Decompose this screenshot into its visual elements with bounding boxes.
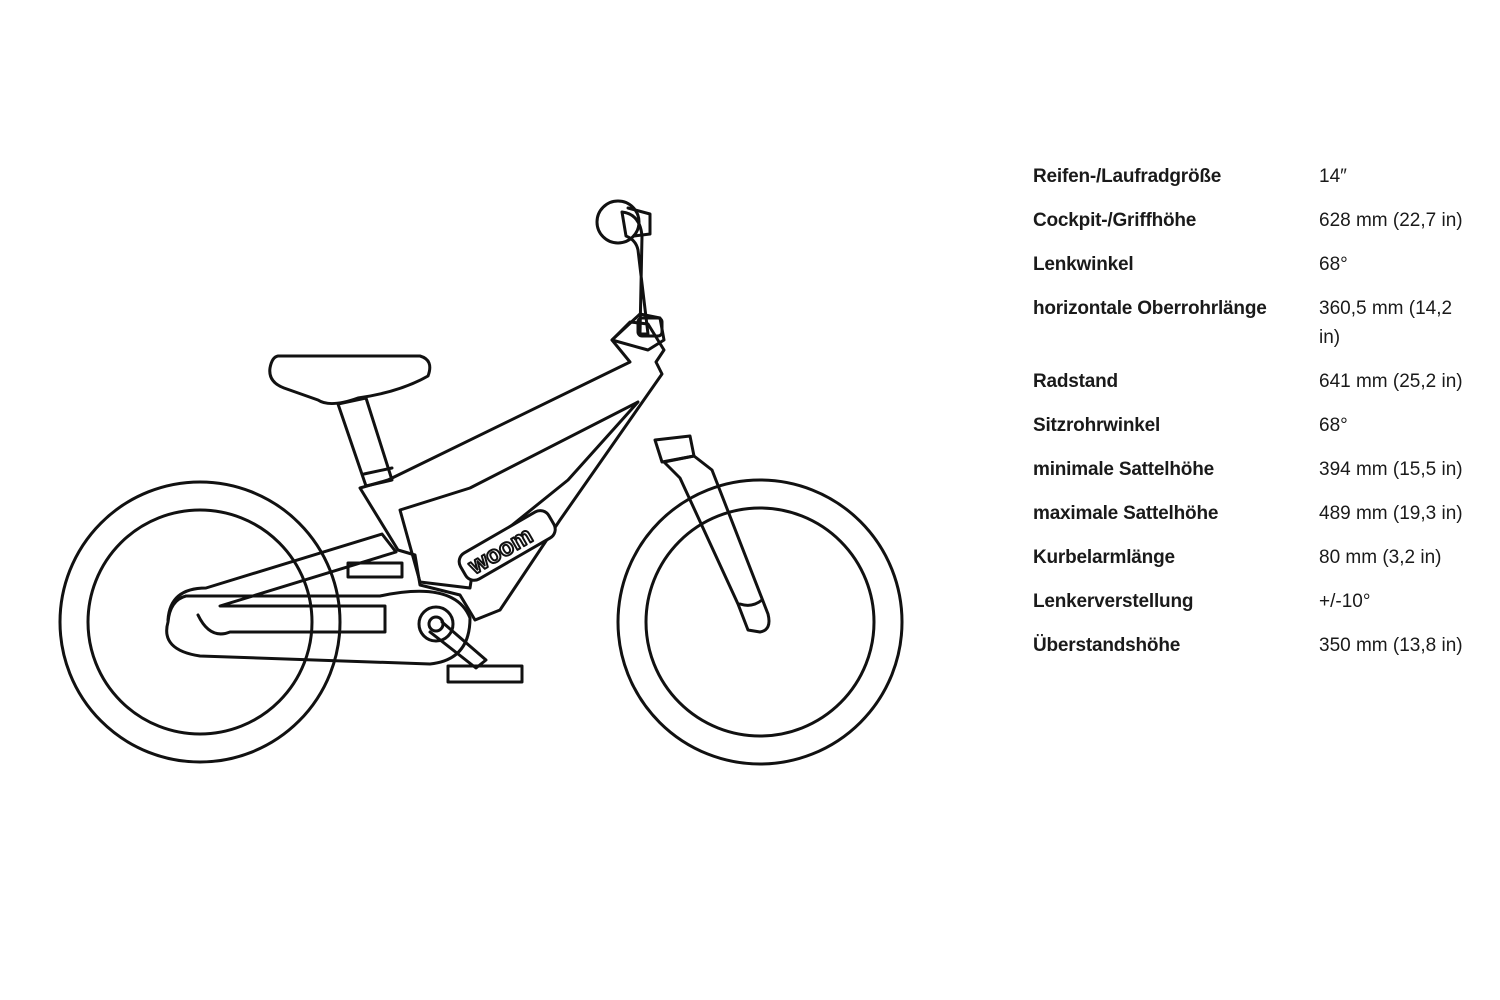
spec-label: Kurbelarmlänge [1033,547,1175,568]
spec-label: minimale Sattelhöhe [1033,459,1214,480]
spec-value: 68° [1319,415,1348,436]
spec-row [1033,587,1473,616]
spec-value: 350 mm (13,8 in) [1319,635,1463,656]
rear-wheel [60,482,340,762]
spec-value: 360,5 mm (14,2 in) [1319,298,1453,348]
bike-illustration [50,190,920,780]
spec-value: 628 mm (22,7 in) [1319,210,1463,231]
spec-row [1033,543,1473,572]
chain-guard [167,591,470,664]
svg-text:woom: woom [463,521,538,580]
frame [360,322,664,620]
saddle [270,356,430,404]
spec-row [1033,250,1473,279]
spec-row [1033,206,1473,235]
spec-row [1033,162,1473,191]
spec-table [1033,162,1473,675]
spec-value: 14″ [1319,166,1347,187]
chainstay [168,534,396,634]
spec-row [1033,455,1473,484]
spec-label: maximale Sattelhöhe [1033,503,1219,524]
spec-value: +/-10° [1319,591,1371,612]
spec-label: horizontale Oberrohrlänge [1033,298,1267,319]
spec-label: Reifen-/Laufradgröße [1033,166,1222,187]
spec-label: Cockpit-/Griffhöhe [1033,210,1197,231]
pedal [448,666,522,682]
spec-label: Lenkerverstellung [1033,591,1194,612]
spec-label: Lenkwinkel [1033,254,1134,275]
spec-value: 80 mm (3,2 in) [1319,547,1442,568]
spec-row [1033,631,1473,660]
front-wheel [618,480,902,764]
spec-label: Sitzrohrwinkel [1033,415,1161,436]
spec-row [1033,499,1473,528]
spec-value: 68° [1319,254,1348,275]
spec-row [1033,294,1473,352]
spec-value: 489 mm (19,3 in) [1319,503,1463,524]
spec-value: 641 mm (25,2 in) [1319,371,1463,392]
spec-row [1033,411,1473,440]
spec-row [1033,367,1473,396]
spec-label: Radstand [1033,371,1118,392]
spec-label: Überstandshöhe [1033,635,1181,656]
spec-value: 394 mm (15,5 in) [1319,459,1463,480]
